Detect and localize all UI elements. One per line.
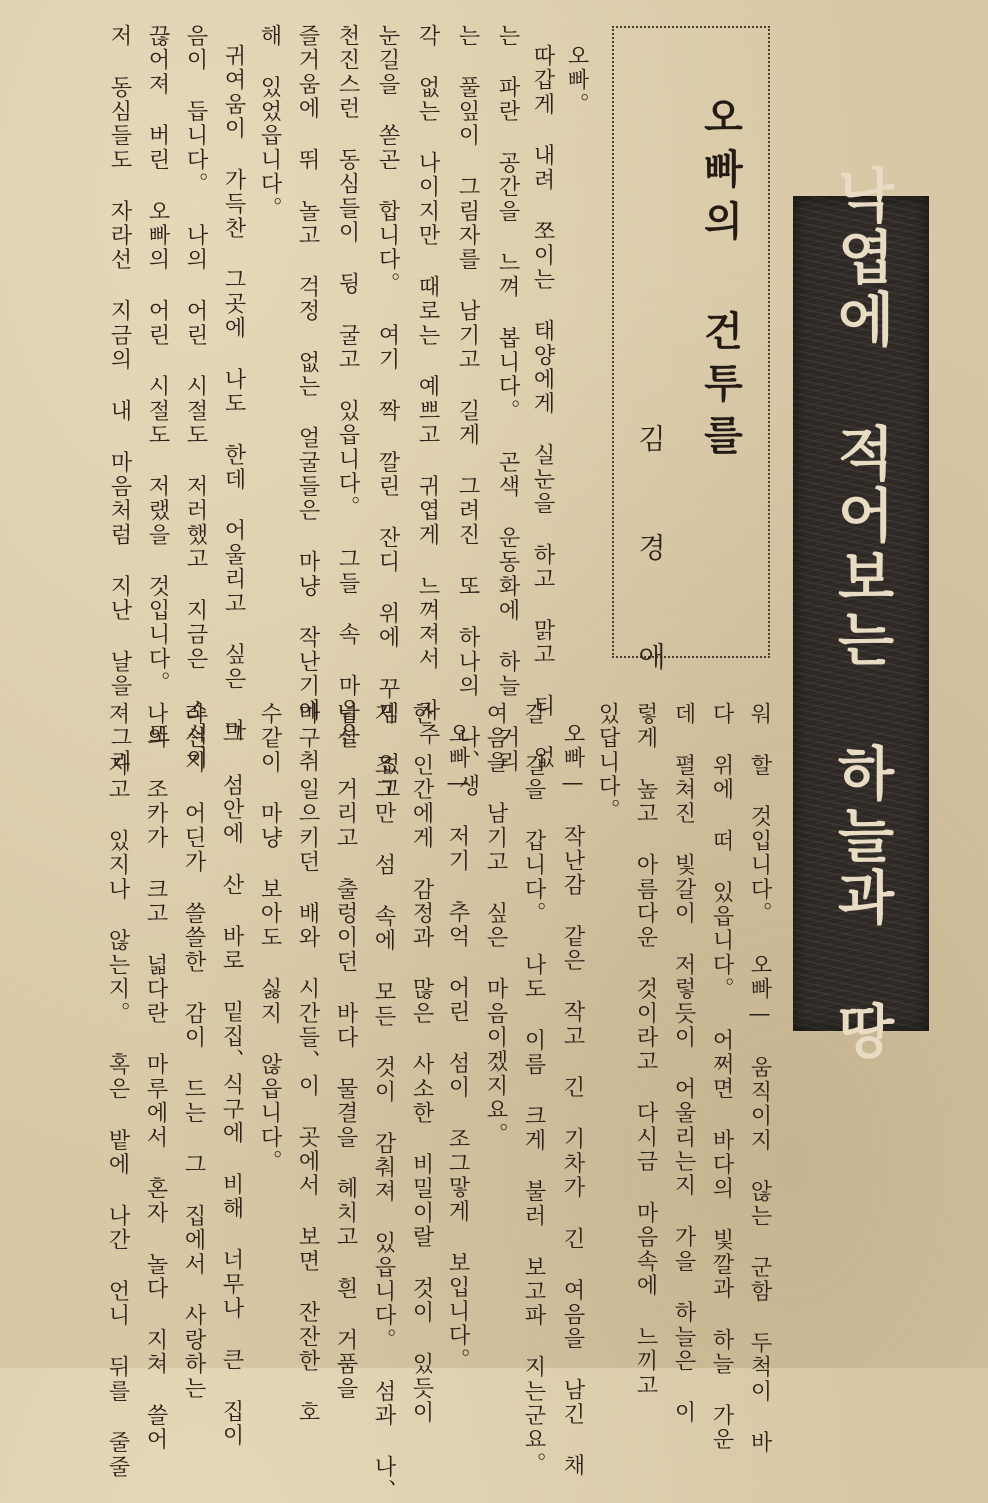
text-column: 있답니다。: [595, 702, 620, 823]
text-column: 눈길을 쏟곤 합니다。 여기 짝 깔린 잔디 위에 꾸밈 없고: [375, 24, 400, 802]
text-column: 저 조그만 섬 속에 모든 것이 감춰져 있읍니다。 섬과 나、: [371, 702, 396, 1503]
text-column: 저 동심들도 자라선 지금의 내 마음처럼 지난 날을 그리: [107, 24, 132, 774]
text-column: 는 풀잎이 그림자를 남기고 길게 그려진 또 하나의 나、생: [455, 24, 480, 799]
text-column: 오빠— 저기 추억 어린 섬이 조그맣게 보입니다。: [445, 722, 470, 1373]
text-column: 음이 듭니다。 나의 어린 시절도 저러했고 지금은 소식이: [183, 24, 208, 771]
text-column: 천진스런 동심들이 뒹 굴고 있읍니다。 그들 속 마음은: [335, 24, 360, 747]
text-column: 해 있었읍니다。: [257, 24, 282, 221]
text-column: 그 섬안에 산 바로 밑집、식구에 비해 너무나 큰 집이: [219, 722, 244, 1448]
text-column: 나의 조카가 크고 넓다란 마루에서 혼자 놀다 지쳐 쓸어: [143, 702, 168, 1452]
text-column: 오빠— 작난감 같은 작고 긴 기차가 긴 여음을 남긴 채: [560, 722, 585, 1478]
text-column: 수같이 마냥 보아도 싫지 않읍니다。: [257, 702, 282, 1174]
text-column: 한 인간에게 감정과 많은 사소한 비밀이랄 것이 있듯이: [409, 702, 434, 1425]
text-column: 갈 길을 갑니다。 나도 이름 크게 불러 보고파 지는군요。: [521, 702, 546, 1477]
text-column: 귀여움이 가득찬 그곳에 나도 한데 어울리고 싶은 마: [221, 44, 246, 743]
text-column: 끊어져 버린 오빠의 어린 시절도 저랬을 것입니다。 또: [145, 24, 170, 747]
article-title: 오빠의 건투를: [697, 96, 743, 466]
text-column: 각 없는 나이지만 때로는 예쁘고 귀엽게 느껴져서 자주: [415, 24, 440, 747]
text-column: 즐거움에 뛰 놀고 걱정 없는 얼굴들은 마냥 작난기에 취: [295, 24, 320, 774]
text-column: 따갑게 내려 쪼이는 태양에게 실눈을 하고 맑고 티 없: [530, 44, 555, 770]
text-column: 다 위에 떠 있읍니다。 어쩌면 바다의 빛깔과 하늘 가운: [709, 702, 734, 1452]
text-column: 져 자고 있지나 않는지。 혹은 밭에 나간 언니 뒤를 줄줄: [105, 702, 130, 1480]
text-column: 는 파란 공간을 느껴 봅니다。 곤색 운동화에 하늘 거리: [495, 24, 520, 774]
section-heading: 낙엽에 적어보는 하늘과 땅: [827, 164, 895, 1063]
section-banner: [793, 164, 929, 1063]
text-column: 넘실 거리고 출렁이던 바다 물결을 헤치고 흰 거품을: [333, 702, 358, 1401]
text-column: 데 펼쳐진 빛갈이 저렇듯이 어울리는지 가을 하늘은 이: [671, 702, 696, 1425]
text-column: 오빠。: [564, 44, 589, 117]
text-column: 여음을 남기고 싶은 마음이겠지요。: [483, 702, 508, 1147]
text-column: 워 할 것입니다。 오빠— 움직이지 않는 군함 두척이 바: [747, 702, 772, 1455]
text-column: 마구 일으키던 배와 시간들、이 곳에서 보면 잔잔한 호: [295, 702, 320, 1425]
text-column: 라선지 어딘가 쓸쓸한 감이 드는 그 집에서 사랑하는: [181, 702, 206, 1401]
text-column: 렇게 높고 아름다운 것이라고 다시금 마음속에 느끼고: [633, 702, 658, 1398]
article-author: 김 경 애: [634, 424, 667, 694]
